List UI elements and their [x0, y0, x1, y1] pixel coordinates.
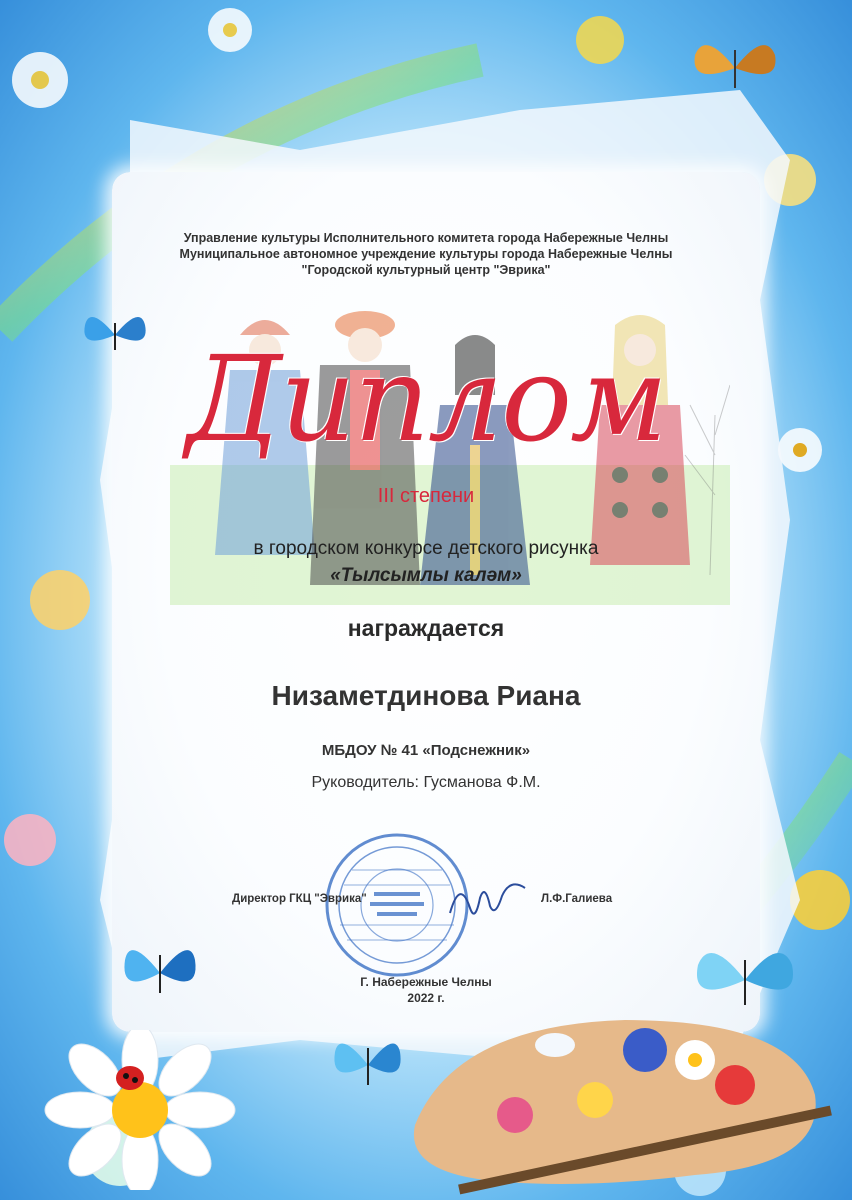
- diploma-title: Диплом: [186, 330, 666, 468]
- school-name: МБДОУ № 41 «Подснежник»: [321, 742, 531, 759]
- footer-year: 2022 г.: [407, 991, 445, 1005]
- butterfly-icon: [120, 935, 200, 1010]
- winner-name: Низаметдинова Риана: [271, 680, 581, 711]
- butterfly-icon: [690, 30, 780, 105]
- header-line-2: Муниципальное автономное учреждение культуры города Набережные Челны: [179, 247, 673, 261]
- awarded-label: награждается: [347, 615, 505, 641]
- director-name: Л.Ф.Галиева: [541, 893, 613, 905]
- paint-palette-icon: [395, 1005, 835, 1195]
- contest-description: в городском конкурсе детского рисунка: [253, 538, 599, 559]
- leader-name: Руководитель: Гусманова Ф.М.: [311, 774, 541, 791]
- director-label: Директор ГКЦ "Эврика": [232, 893, 367, 905]
- header-line-1: Управление культуры Исполнительного комитета города Набережные Челны: [183, 231, 669, 245]
- butterfly-icon: [80, 305, 150, 365]
- director-signature: [440, 868, 530, 928]
- header-line-3: "Городской культурный центр "Эврика": [301, 263, 551, 277]
- diploma-degree: III степени: [377, 485, 475, 507]
- daisy-flower-icon: [40, 1030, 240, 1190]
- contest-name: «Тылсымлы каләм»: [330, 565, 522, 586]
- footer-city: Г. Набережные Челны: [360, 975, 492, 989]
- butterfly-icon: [330, 1030, 405, 1100]
